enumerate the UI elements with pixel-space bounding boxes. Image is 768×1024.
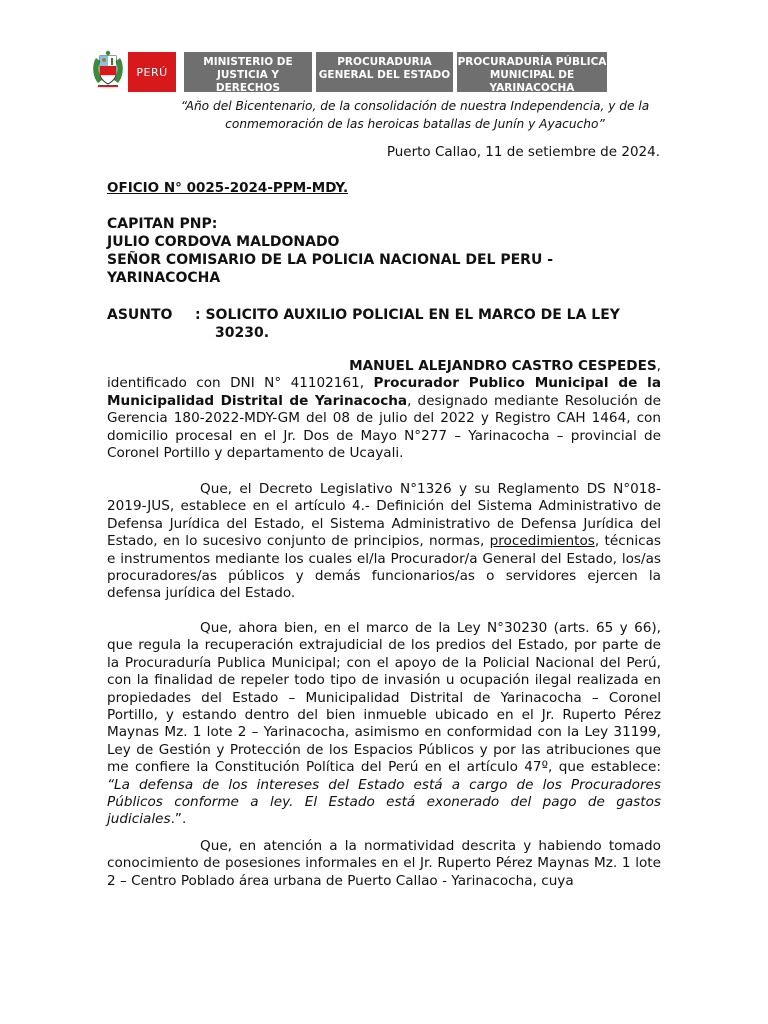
constitution-quote: “La defensa de los intereses del Estado está a cargo de los Procuradores Públicos conforme a ley. El Estado está exonerado del pago de gastos judiciales <box>107 776 661 828</box>
procurator-name: MANUEL ALEJANDRO CASTRO CESPEDES <box>349 358 657 374</box>
paragraph-3 <box>107 620 661 829</box>
motto-line-2: conmemoración de las heroicas batallas de Junín y Ayacucho” <box>225 117 605 131</box>
ministry-box: MINISTERIO DE JUSTICIA Y DERECHOS <box>184 52 312 92</box>
p3-text-a: Que, ahora bien, en el marco de la Ley N°30230 (arts. 65 y 66), que regula la recuperación extrajudicial de los predios del Estado, por parte de la Procuraduría Publica Municipal; con el apoyo de la Policial Nacional del Perú, con la finalidad de repeler todo tipo de invasión u ocupación ilegal realizada en propiedades del Estado – Municipalidad Distrital de Yarinacocha – Coronel Portillo, y estando dentro del bien inmueble ubicado en el Jr. Ruperto Pérez Maynas Mz. 1 lote 2 – Yarinacocha, asimismo en conformidad con la Ley 31199, Ley de Gestión y Protección de los Espacios Públicos y por las atribuciones que me confiere la Constitución Política del Perú en el artículo 47º, que establece: <box>107 620 661 776</box>
motto-line-1: “Año del Bicentenario, de la consolidación de nuestra Independencia, y de la <box>180 99 650 113</box>
paragraph-2 <box>107 481 661 603</box>
procurator-title: Procurador Publico Municipal de la Municipalidad Distrital de Yarinacocha <box>107 375 661 409</box>
p1-text-a: identificado con DNI N° 41102161, <box>107 375 374 392</box>
p2-text-b: , técnicas e instrumentos mediante los cuales el/la Procurador/a General del Estado, los/as procuradores/as públicos y demás funcionarios/as o servidores ejercen la defensa jurídica del Estado. <box>107 533 661 602</box>
subject-line-2: 30230. <box>215 325 270 341</box>
addressee-block <box>107 215 553 287</box>
addressee-line-4: YARINACOCHA <box>107 270 221 286</box>
addressee-line-3: SEÑOR COMISARIO DE LA POLICIA NACIONAL DEL PERU - <box>107 252 554 268</box>
subject-line-1: : SOLICITO AUXILIO POLICIAL EN EL MARCO DE LA LEY <box>195 307 620 323</box>
p2-text-a: Que, el Decreto Legislativo N°1326 y su Reglamento DS N°018-2019-JUS, establece en el artículo 4.- Definición del Sistema Administrativo de Defensa Jurídica del Estado, el Sistema Administrativo de Defensa Jurídica del Estado, en lo sucesivo conjunto de principios, normas, <box>107 481 661 550</box>
document-reference: OFICIO N° 0025-2024-PPM-MDY. <box>107 180 349 196</box>
paragraph-1: MANUEL ALEJANDRO CASTRO CESPEDES, identificado con DNI N° 41102161, Procurador Publico Municipal de la Municipalidad Distrital de Yarinacocha, designado mediante Resolución de Gerencia 180-2022-MDY-GM del 08 de julio del 2022 y Registro CAH 1464, con domicilio procesal en el Jr. Dos de Mayo N°277 – Yarinacocha – provincial de Coronel Portillo y departamento de Ucayali. <box>107 358 661 462</box>
paragraph-4: Que, en atención a la normatividad descrita y habiendo tomado conocimiento de posesiones informales en el Jr. Ruperto Pérez Maynas Mz. 1 lote 2 – Centro Poblado área urbana de Puerto Callao - Yarinacocha, cuya <box>107 838 661 889</box>
subject-label: ASUNTO <box>107 307 173 323</box>
addressee-line-2: JULIO CORDOVA MALDONADO <box>107 234 340 250</box>
peru-label: PERÚ <box>128 52 176 92</box>
p1-text-c: , designado mediante Resolución de Gerencia 180-2022-MDY-GM del 08 de julio del 2022 y Registro CAH 1464, con domicilio procesal en el Jr. Dos de Mayo N°277 – Yarinacocha – provincial de Coronel Portillo y departamento de Ucayali. <box>107 392 661 462</box>
procuraduria-municipal-box: PROCURADURÍA PÚBLICA MUNICIPAL DE YARINACOCHA <box>457 52 607 92</box>
year-motto <box>150 97 680 133</box>
subject-block <box>107 306 662 342</box>
peru-coat-of-arms-icon <box>90 50 126 92</box>
procedimientos-link[interactable]: procedimientos <box>489 533 595 550</box>
procuraduria-general-box: PROCURADURIA GENERAL DEL ESTADO <box>316 52 453 92</box>
p3-end: .”. <box>170 811 187 828</box>
place-date: Puerto Callao, 11 de setiembre de 2024. <box>386 144 660 160</box>
addressee-line-1: CAPITAN PNP: <box>107 216 218 232</box>
